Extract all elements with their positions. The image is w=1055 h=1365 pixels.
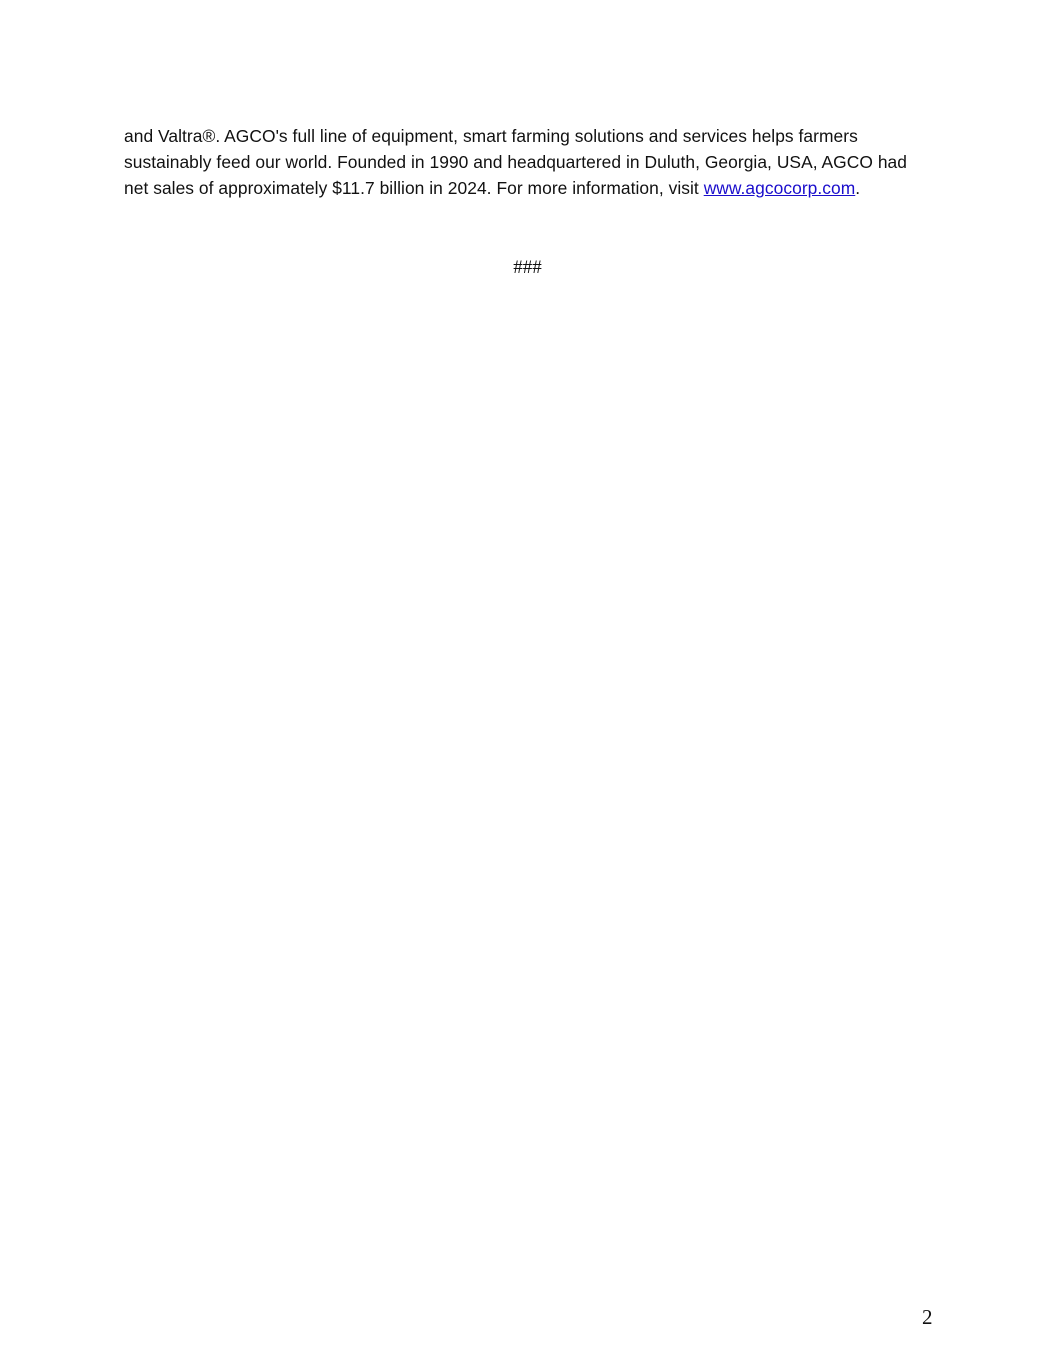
paragraph-line-1: and Valtra®. AGCO's full line of equipment, smart farming solutions and services helps farmers xyxy=(124,126,858,146)
agcocorp-link[interactable]: www.agcocorp.com xyxy=(703,178,856,198)
paragraph-line-2: sustainably feed our world. Founded in 1990 and headquartered in Duluth, Georgia, USA, AGCO had xyxy=(124,152,907,172)
company-description-paragraph xyxy=(124,123,944,201)
paragraph-line-3-text: net sales of approximately $11.7 billion in 2024. For more information, visit xyxy=(124,178,704,198)
end-of-release-mark: ### xyxy=(513,257,542,278)
paragraph-line-3 xyxy=(124,175,944,201)
page-number: 2 xyxy=(922,1305,933,1329)
paragraph-line-3-period: . xyxy=(855,178,861,198)
